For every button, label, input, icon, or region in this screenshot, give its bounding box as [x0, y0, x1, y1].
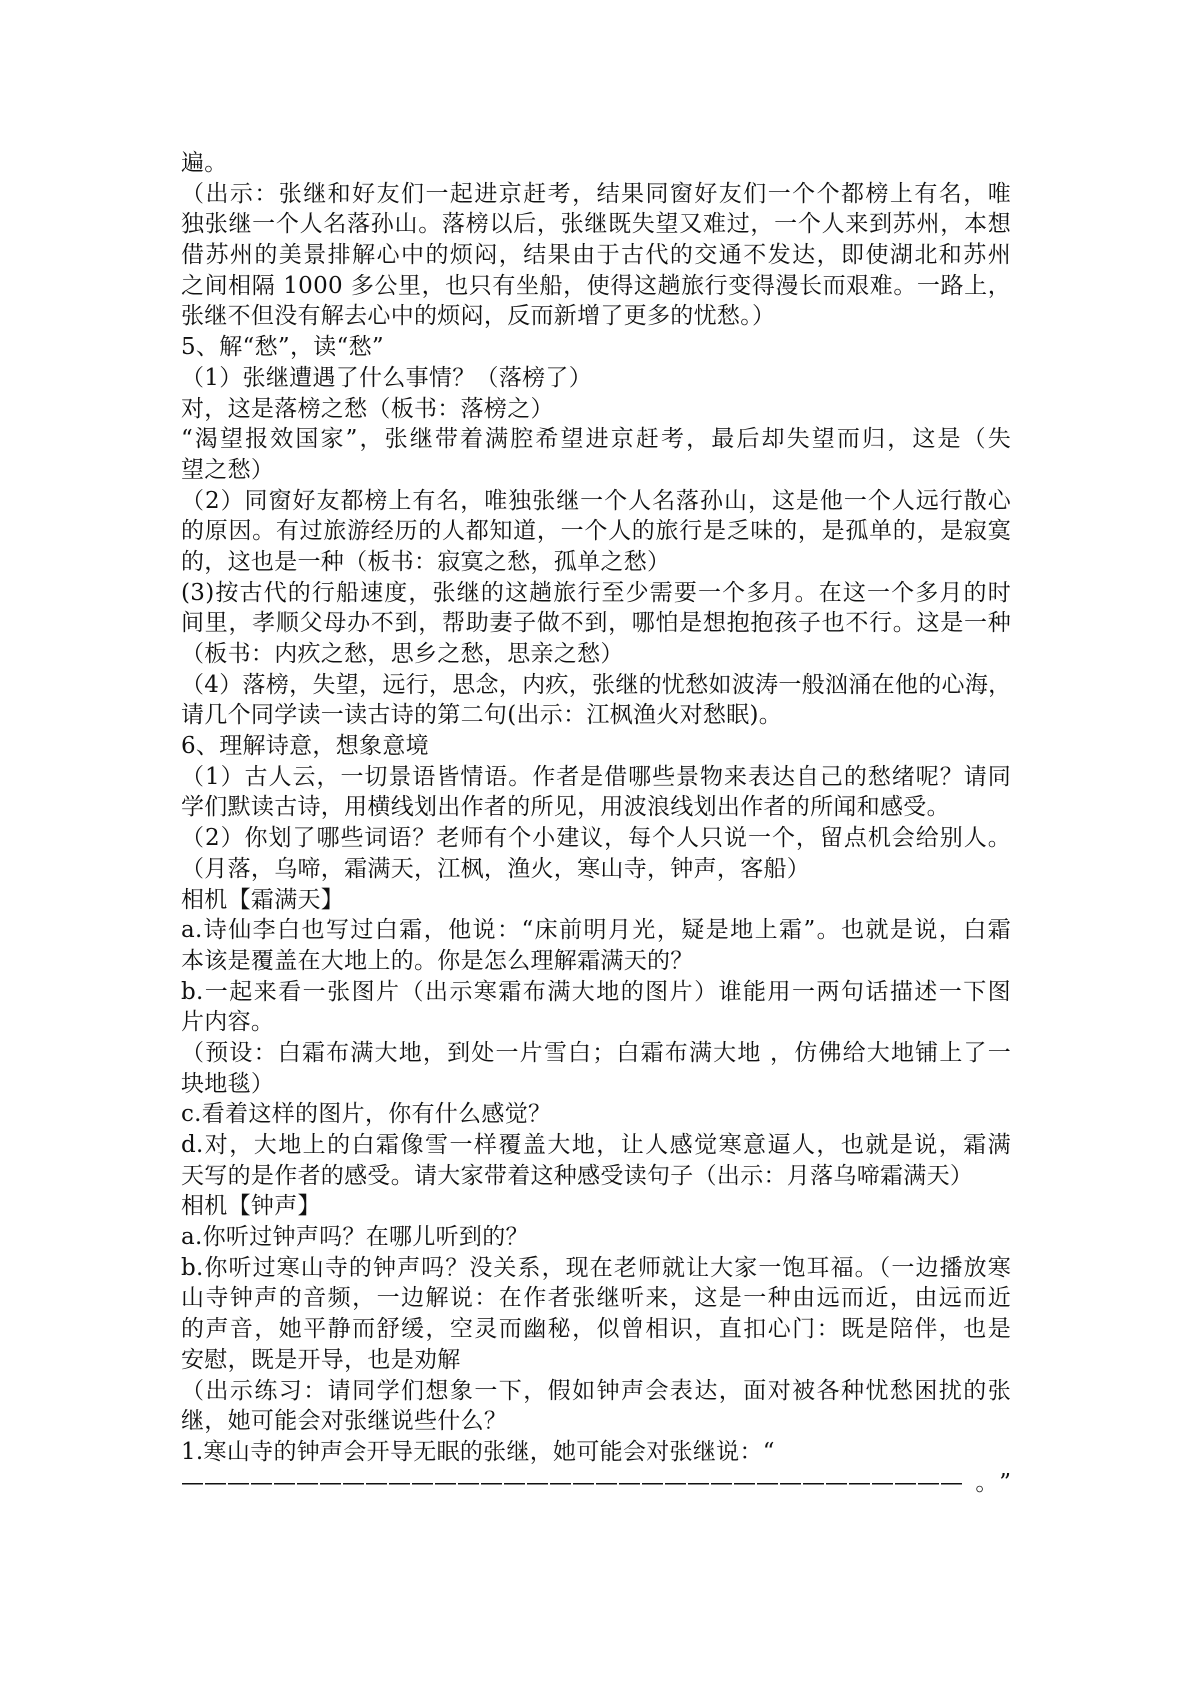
text-line: 间里，孝顺父母办不到，帮助妻子做不到，哪怕是想抱抱孩子也不行。这是一种	[181, 610, 1011, 637]
text-line: （4）落榜，失望，远行，思念，内疚，张继的忧愁如波涛一般汹涌在他的心海，	[181, 671, 1011, 698]
text-line: 请几个同学读一读古诗的第二句(出示：江枫渔火对愁眠)。	[181, 702, 783, 729]
text-line: 的，这也是一种（板书：寂寞之愁，孤单之愁）	[181, 548, 671, 575]
text-line: a.诗仙李白也写过白霜，他说：“床前明月光，疑是地上霜”。也就是说，白霜	[181, 917, 1011, 944]
text-line: 借苏州的美景排解心中的烦闷，结果由于古代的交通不发达，即使湖北和苏州	[181, 242, 1011, 269]
text-line: （2）同窗好友都榜上有名，唯独张继一个人名落孙山，这是他一个人远行散心	[181, 487, 1011, 514]
text-line: 相机【钟声】	[181, 1193, 321, 1220]
text-line: c.看着这样的图片，你有什么感觉？	[181, 1101, 552, 1128]
text-line: 的原因。有过旅游经历的人都知道，一个人的旅行是乏味的，是孤单的，是寂寞	[181, 518, 1011, 545]
text-line: （月落，乌啼，霜满天，江枫，渔火，寒山寺，钟声，客船）	[181, 855, 811, 882]
text-line: 望之愁）	[181, 456, 275, 483]
text-line: d.对，大地上的白霜像雪一样覆盖大地，让人感觉寒意逼人，也就是说，霜满	[181, 1132, 1011, 1158]
text-line: 5、解“愁”，读“愁”	[181, 334, 384, 361]
text-line: 6、理解诗意，想象意境	[181, 733, 429, 760]
text-line: 安慰，既是开导，也是劝解	[181, 1346, 461, 1373]
text-line: 本该是覆盖在大地上的。你是怎么理解霜满天的？	[181, 947, 694, 974]
text-line: （1）张继遭遇了什么事情？（落榜了）	[181, 364, 593, 391]
text-line: （1）古人云，一切景语皆情语。作者是借哪些景物来表达自己的愁绪呢？请同	[181, 763, 1011, 790]
text-line: 天写的是作者的感受。请大家带着这种感受读句子（出示：月落乌啼霜满天）	[181, 1162, 974, 1189]
text-line: （出示练习：请同学们想象一下，假如钟声会表达，面对被各种忧愁困扰的张	[181, 1377, 1011, 1404]
text-line: （2）你划了哪些词语？老师有个小建议，每个人只说一个，留点机会给别人。	[181, 825, 1011, 852]
text-line: 继，她可能会对张继说些什么？	[181, 1408, 508, 1435]
text-line: （预设：白霜布满大地，到处一片雪白；白霜布满大地 ，仿佛给大地铺上了一	[181, 1039, 1011, 1066]
text-line: 片内容。	[181, 1009, 275, 1036]
text-line: 张继不但没有解去心中的烦闷，反而新增了更多的忧愁。）	[181, 303, 776, 330]
text-line: 独张继一个人名落孙山。落榜以后，张继既失望又难过，一个人来到苏州，本想	[181, 211, 1011, 238]
text-line: 遍。	[181, 150, 228, 176]
text-line: a.你听过钟声吗？在哪儿听到的？	[181, 1224, 529, 1251]
document-body	[181, 148, 1011, 1498]
text-line: 学们默读古诗，用横线划出作者的所见，用波浪线划出作者的所闻和感受。	[181, 794, 950, 821]
text-line: ——————————————————————————————————。”	[181, 1469, 1011, 1496]
text-line: （板书：内疚之愁，思乡之愁，思亲之愁）	[181, 641, 624, 667]
text-line: 的声音，她平静而舒缓，空灵而幽秘，似曾相识，直扣心门：既是陪伴，也是	[181, 1316, 1011, 1343]
text-line: 之间相隔 1000 多公里，也只有坐船，使得这趟旅行变得漫长而艰难。一路上，	[181, 272, 1011, 299]
text-line: “渴望报效国家”，张继带着满腔希望进京赶考，最后却失望而归，这是（失	[181, 426, 1011, 453]
text-line: 1.寒山寺的钟声会开导无眠的张继，她可能会对张继说：“	[181, 1438, 775, 1465]
text-line: 块地毯）	[181, 1070, 275, 1097]
text-line: b.一起来看一张图片（出示寒霜布满大地的图片）谁能用一两句话描述一下图	[181, 978, 1011, 1005]
text-line: 山寺钟声的音频，一边解说：在作者张继听来，这是一种由远而近，由远而近	[181, 1285, 1011, 1312]
text-line: （出示：张继和好友们一起进京赶考，结果同窗好友们一个个都榜上有名，唯	[181, 180, 1011, 207]
text-line: (3)按古代的行船速度，张继的这趟旅行至少需要一个多月。在这一个多月的时	[181, 579, 1011, 606]
text-line: b.你听过寒山寺的钟声吗？没关系，现在老师就让大家一饱耳福。（一边播放寒	[181, 1254, 1011, 1281]
text-line: 相机【霜满天】	[181, 886, 345, 913]
text-line: 对，这是落榜之愁（板书：落榜之）	[181, 395, 554, 422]
